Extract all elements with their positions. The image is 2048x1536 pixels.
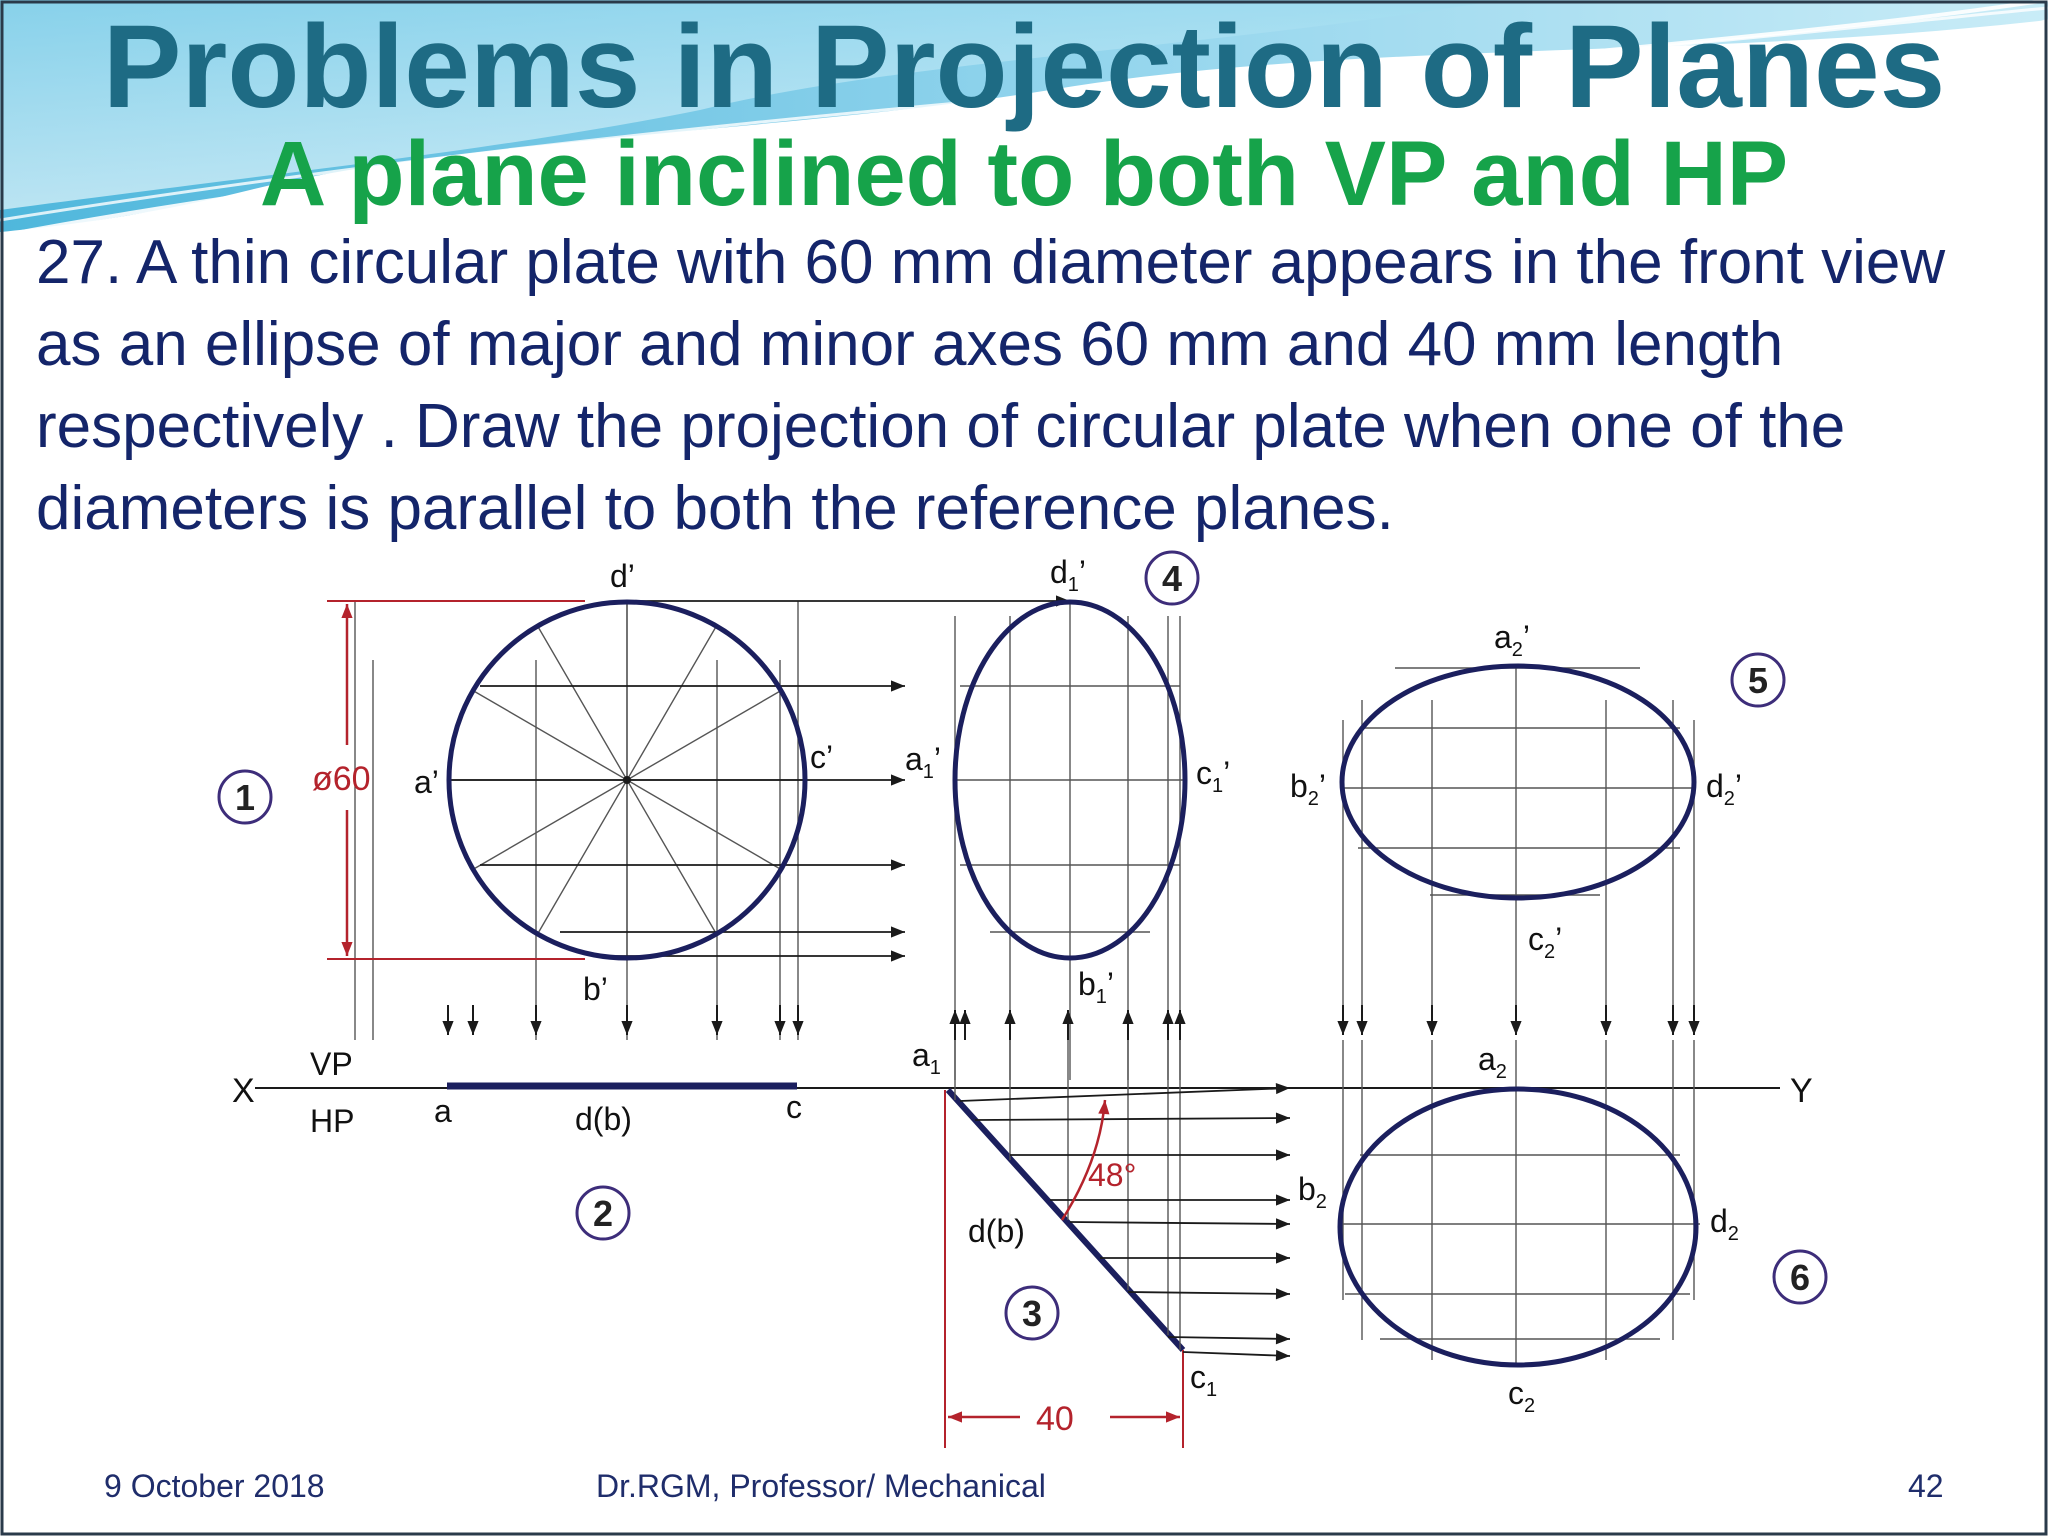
label-d2: $d_2$ — [1710, 1203, 1739, 1245]
label-a2: $a_2$ — [1478, 1041, 1507, 1083]
svg-text:2: 2 — [592, 1193, 614, 1234]
label-c1-prime: $c_1$’ — [1196, 755, 1231, 797]
label-hp: HP — [310, 1103, 355, 1139]
problem-statement: 27. A thin circular plate with 60 mm diameter appears in the front view as an ellipse of major and minor axes 60 mm and 40 mm length respectively . Draw the projection of circular plate when one of the diameters is parallel to both the reference planes. — [36, 228, 1946, 543]
slide-subtitle: A plane inclined to both VP and HP — [259, 123, 1789, 225]
label-d1-prime: $d_1$’ — [1050, 554, 1087, 596]
label-a2-prime: $a_2$’ — [1494, 619, 1531, 661]
label-angle: 48° — [1088, 1157, 1137, 1193]
label-x: X — [232, 1072, 255, 1110]
label-a: a — [434, 1093, 452, 1129]
step-marker-4 — [1146, 552, 1198, 604]
label-c1: $c_1$ — [1190, 1359, 1218, 1401]
step-marker-3 — [1006, 1287, 1058, 1339]
label-b1-prime: $b_1$’ — [1078, 966, 1115, 1008]
label-d-prime: d’ — [610, 558, 635, 594]
svg-text:1: 1 — [234, 777, 256, 818]
label-a-prime: a’ — [414, 764, 439, 800]
label-c2: $c_2$ — [1508, 1375, 1536, 1417]
footer-author: Dr.RGM, Professor/ Mechanical — [596, 1468, 1046, 1504]
svg-text:6: 6 — [1789, 1257, 1811, 1298]
label-b2-prime: $b_2$’ — [1290, 768, 1327, 810]
label-d1b1: d(b) — [968, 1213, 1025, 1249]
drawing-area — [180, 560, 1820, 1460]
footer-date: 9 October 2018 — [104, 1468, 325, 1504]
label-c: c — [786, 1089, 802, 1125]
label-d2-prime: $d_2$’ — [1706, 768, 1743, 810]
footer-page-number: 42 — [1908, 1468, 1944, 1504]
label-a1-prime: $a_1$’ — [905, 741, 942, 783]
label-b2: $b_2$ — [1298, 1171, 1327, 1213]
svg-text:3: 3 — [1021, 1293, 1043, 1334]
step-marker-6 — [1774, 1251, 1826, 1303]
label-c-prime: c’ — [810, 739, 834, 775]
label-vp: VP — [310, 1046, 353, 1082]
label-dim40: 40 — [1036, 1400, 1074, 1438]
label-dia: ø60 — [312, 760, 371, 798]
label-db: d(b) — [575, 1101, 632, 1137]
label-a1: $a_1$ — [912, 1037, 941, 1079]
svg-text:4: 4 — [1161, 558, 1183, 599]
slide-title: Problems in Projection of Planes — [102, 1, 1946, 133]
svg-text:5: 5 — [1747, 660, 1769, 701]
step-marker-1 — [219, 771, 271, 823]
step-marker-5 — [1732, 654, 1784, 706]
label-y: Y — [1790, 1072, 1813, 1110]
step-marker-2 — [577, 1187, 629, 1239]
label-b-prime: b’ — [583, 971, 608, 1007]
label-c2-prime: $c_2$’ — [1528, 921, 1563, 963]
